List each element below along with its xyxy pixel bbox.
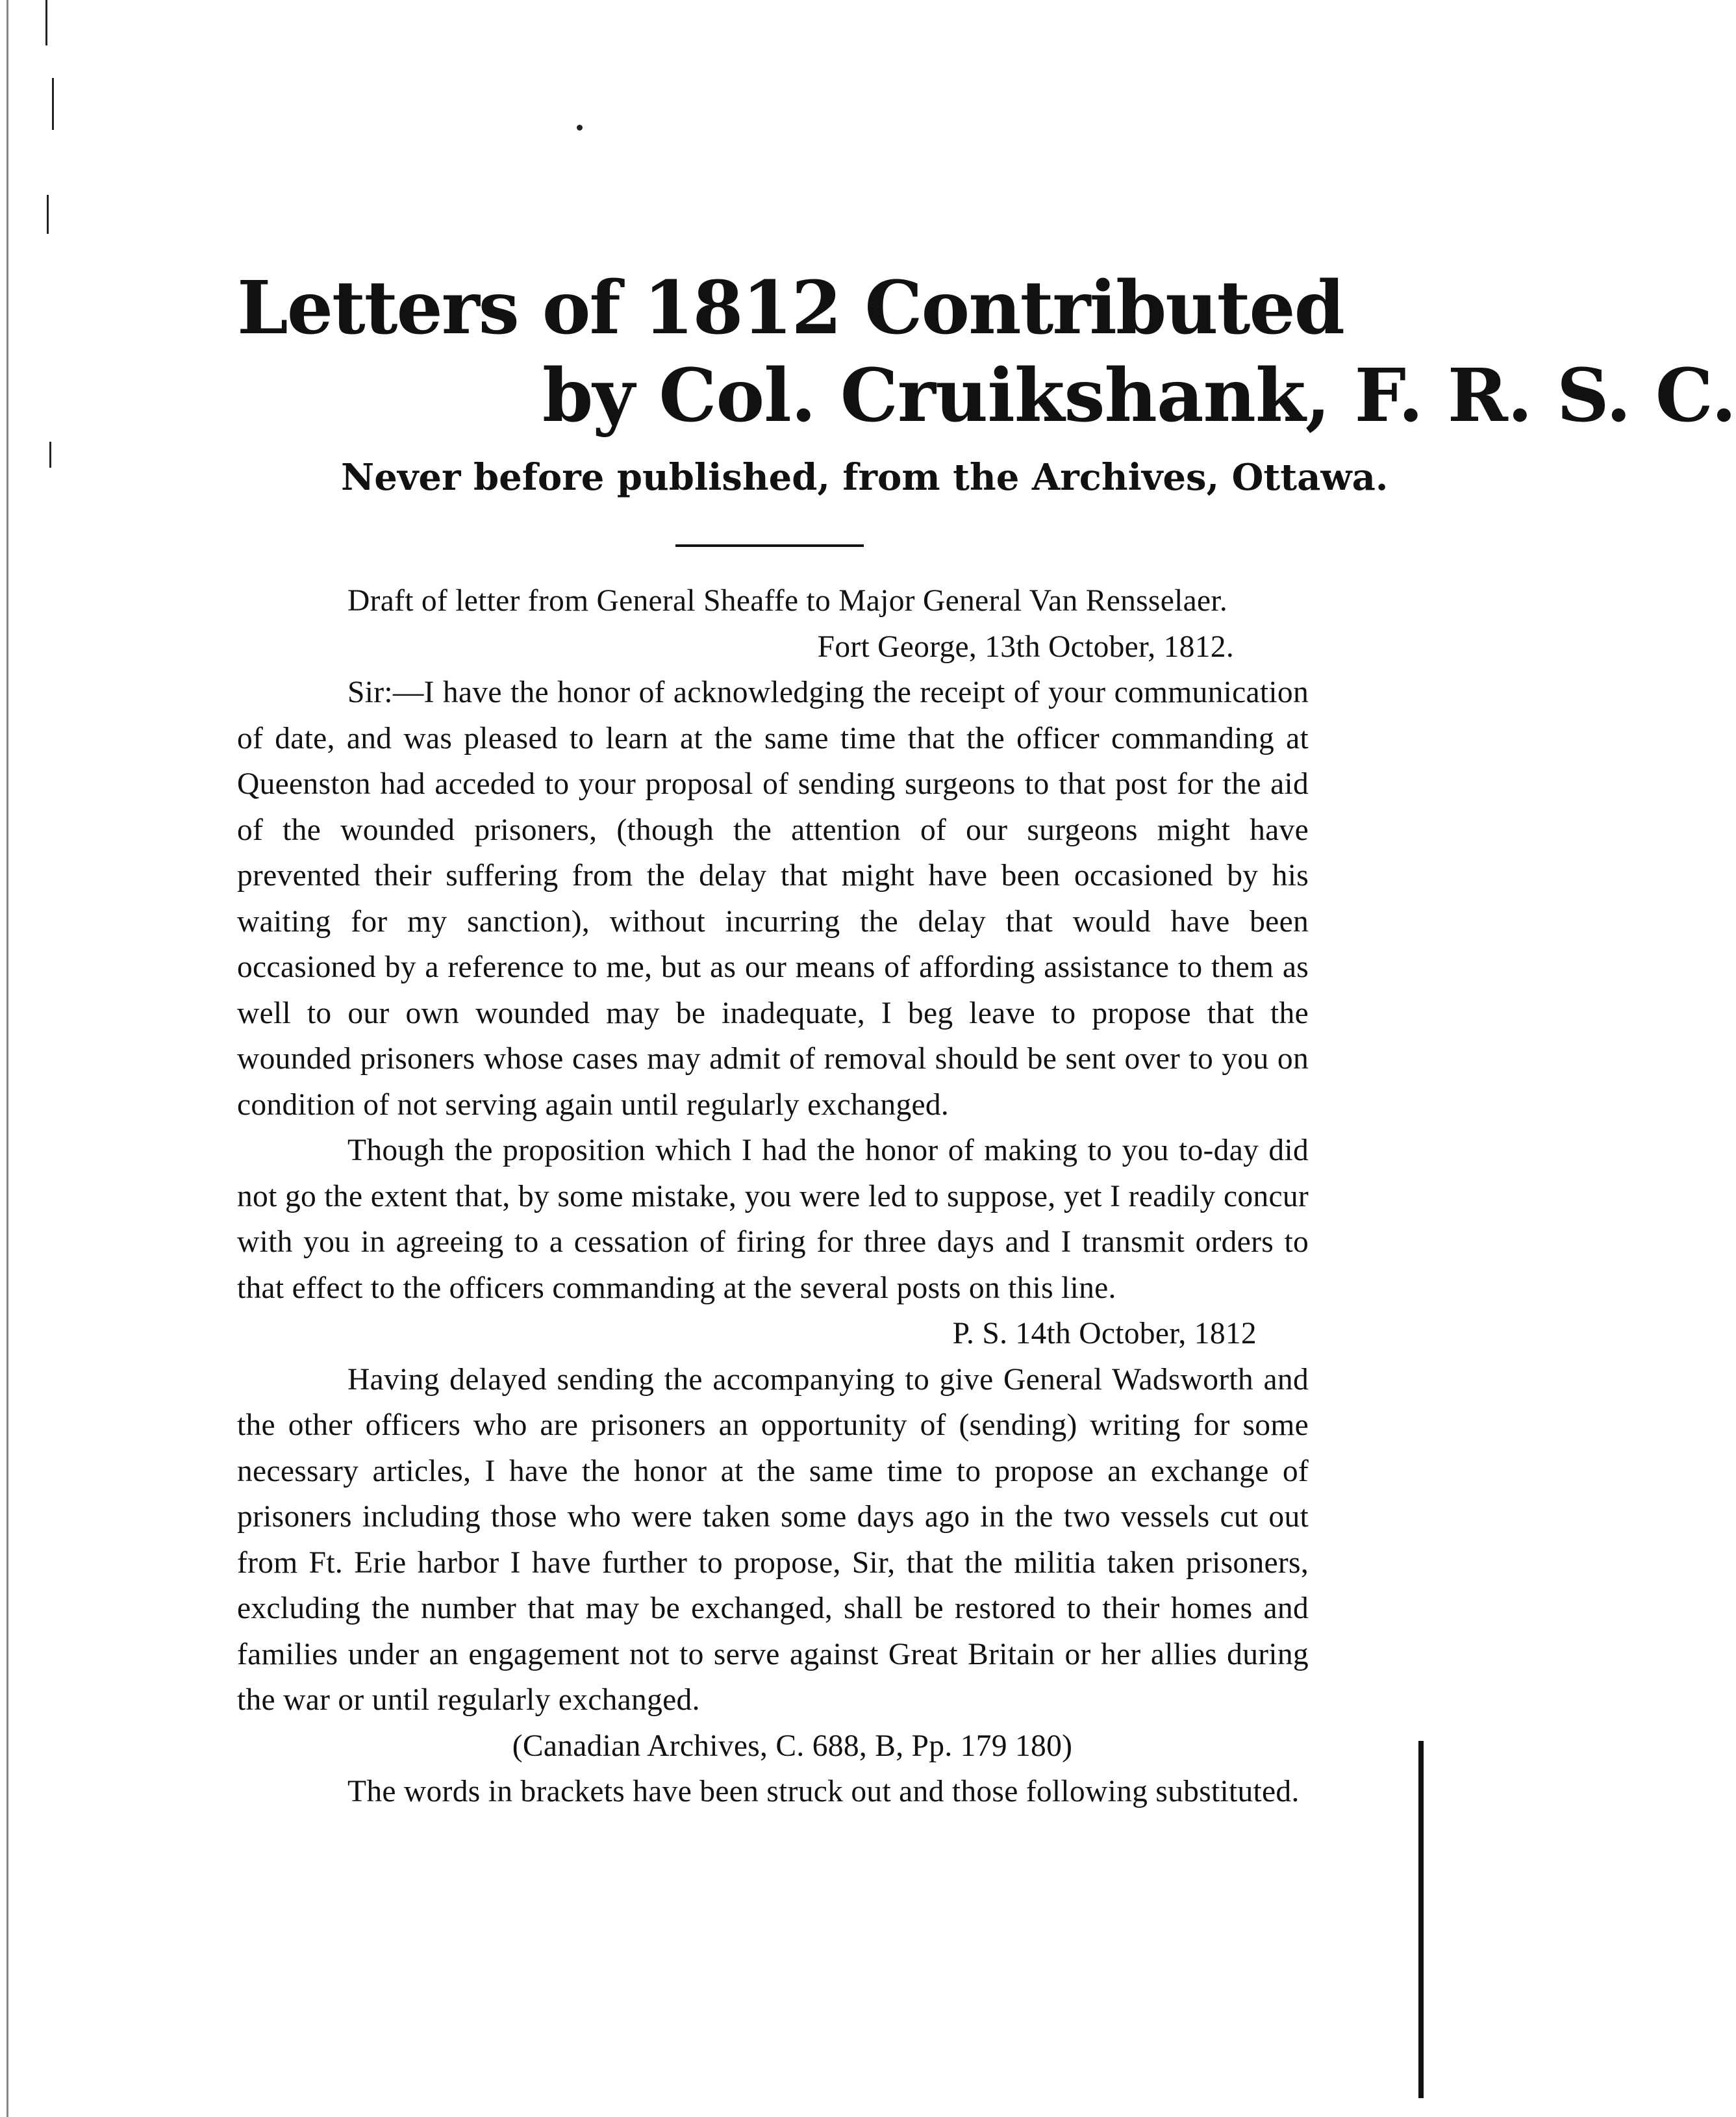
page-gutter: [0, 0, 78, 2117]
editor-note: The words in brackets have been struck out and those following substituted.: [347, 1775, 1300, 1808]
title-line-2: by Col. Cruikshank, F. R. S. C.: [542, 353, 1736, 438]
binding-line: [6, 0, 8, 2117]
letter-dateline: Fort George, 13th October, 1812.: [817, 629, 1234, 664]
section-divider: [675, 544, 864, 547]
binding-mark: [47, 195, 49, 234]
binding-mark: [49, 442, 51, 468]
page-edge-mark: [1418, 1741, 1424, 2098]
postscript-paragraph: Having delayed sending the accompanying to give General Wadsworth and the other officers who are prisoners an opportunity of (sending) writing for some necessary articles, I have the honor at the same time to propose an exchange of prisoners including those who were taken some days ago in the two vessels cut out from Ft. Erie harbor I have further to propose, Sir, that the militia taken prisoners, excluding the number that may be exchanged, shall be restored to their homes and families under an engagement not to serve against Great Britain or her allies during the war or until regularly exchanged.: [237, 1362, 1309, 1717]
letter-paragraph: Though the proposition which I had the honor of making to you to-day did not go the extent that, by some mistake, you were led to suppose, yet I readily concur with you in agreeing to a cessation of firing for three days and I transmit orders to that effect to the officers commanding at the several posts on this line.: [237, 1134, 1309, 1305]
letter-paragraph: Sir:—I have the honor of acknowledging the receipt of your communication of date, and was pleased to learn at the same time that the officer commanding at Queenston had acceded to your proposal of sending surgeons to that post for the aid of the wounded prisoners, (though the attention of our surgeons might have prevented their suffering from the delay that might have been occasioned by his waiting for my sanction), without incurring the delay that would have been occasioned by a reference to me, but as our means of affording assistance to them as well to our own wounded may be inadequate, I beg leave to propose that the wounded prisoners whose cases may admit of removal should be sent over to you on condition of not serving again until regularly exchanged.: [237, 676, 1309, 1122]
title-line-1: Letters of 1812 Contributed: [237, 266, 1344, 351]
binding-mark: [45, 0, 47, 45]
binding-mark: [52, 78, 54, 130]
letter-body: [237, 578, 1309, 1815]
archive-citation: (Canadian Archives, C. 688, B, Pp. 179 180): [512, 1729, 1073, 1763]
speck: [577, 125, 583, 131]
subtitle: Never before published, from the Archives, Ottawa.: [341, 456, 1389, 499]
postscript-date: P. S. 14th October, 1812: [952, 1317, 1257, 1350]
letter-intro: Draft of letter from General Sheaffe to Major General Van Rensselaer.: [347, 584, 1228, 618]
